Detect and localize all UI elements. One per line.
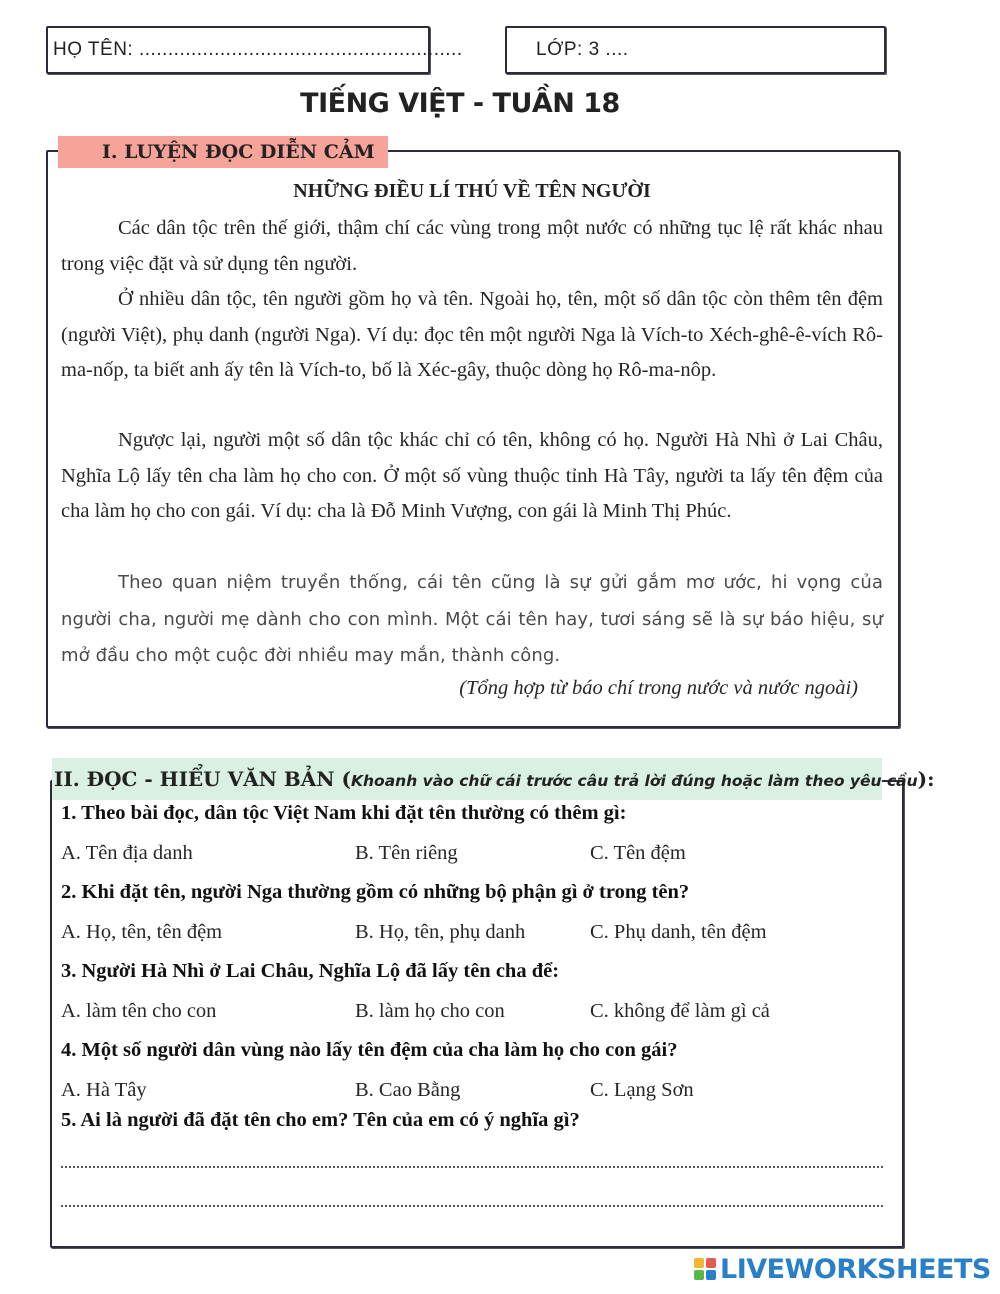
passage-paragraph-2: Ở nhiều dân tộc, tên người gồm họ và tên. Ngoài họ, tên, một số dân tộc còn thêm tên đệm (người Việt), phụ danh (người Nga). Ví dụ: đọc tên một người Nga là Vích-to Xéch-ghê-ê-vích Rô-ma-nốp, ta biết anh ấy tên là Vích-to, bố là Xéc-gây, thuộc dòng họ Rô-ma-nôp. xyxy=(61,288,883,381)
question-1: 1. Theo bài đọc, dân tộc Việt Nam khi đặt tên thường có thêm gì: xyxy=(61,802,627,824)
name-field-label[interactable]: HỌ TÊN: ........................................................ xyxy=(53,39,463,60)
question-1-option-a[interactable]: A. Tên địa danh xyxy=(61,842,193,864)
question-4-option-c[interactable]: C. Lạng Sơn xyxy=(590,1079,694,1101)
question-3-option-c[interactable]: C. không để làm gì cả xyxy=(590,1000,770,1022)
logo-mark-square-4 xyxy=(706,1270,716,1280)
question-2-option-a[interactable]: A. Họ, tên, tên đệm xyxy=(61,921,223,943)
question-3-option-a[interactable]: A. làm tên cho con xyxy=(61,1000,217,1022)
passage-paragraph-1: Các dân tộc trên thế giới, thậm chí các vùng trong một nước có những tục lệ rất khác nhau trong việc đặt và sử dụng tên người. xyxy=(61,217,883,275)
reading-section-label: I. LUYỆN ĐỌC DIỄN CẢM xyxy=(102,141,375,163)
question-4-option-b[interactable]: B. Cao Bằng xyxy=(355,1079,461,1101)
question-2-option-c[interactable]: C. Phụ danh, tên đệm xyxy=(590,921,767,943)
question-2: 2. Khi đặt tên, người Nga thường gồm có những bộ phận gì ở trong tên? xyxy=(61,881,690,903)
question-4: 4. Một số người dân vùng nào lấy tên đệm của cha làm họ cho con gái? xyxy=(61,1039,678,1061)
passage-paragraph-3: Ngược lại, người một số dân tộc khác chỉ có tên, không có họ. Người Hà Nhì ở Lai Châu, Nghĩa Lộ lấy tên cha làm họ cho con. Ở một số vùng thuộc tỉnh Hà Tây, người ta lấy tên đệm của cha làm họ cho con gái. Ví dụ: cha là Đỗ Minh Vượng, con gái là Minh Thị Phúc. xyxy=(61,429,883,522)
answer-line-1[interactable] xyxy=(61,1166,883,1168)
liveworksheets-logo-text: LIVEWORKSHEETS xyxy=(720,1253,991,1285)
page-title: TIẾNG VIỆT - TUẦN 18 xyxy=(300,88,620,119)
question-3: 3. Người Hà Nhì ở Lai Châu, Nghĩa Lộ đã lấy tên cha để: xyxy=(61,960,560,982)
logo-mark-square-2 xyxy=(706,1258,716,1268)
question-2-option-b[interactable]: B. Họ, tên, phụ danh xyxy=(355,921,526,943)
comprehension-section-label xyxy=(54,767,935,791)
liveworksheets-logo-mark xyxy=(694,1258,716,1280)
class-field-label[interactable]: LỚP: 3 .... xyxy=(536,39,629,60)
question-1-option-b[interactable]: B. Tên riêng xyxy=(355,842,458,864)
comprehension-label-instruction: Khoanh vào chữ cái trước câu trả lời đúng hoặc làm theo yêu cầu xyxy=(351,772,918,790)
question-4-option-a[interactable]: A. Hà Tây xyxy=(61,1079,147,1101)
logo-mark-square-3 xyxy=(694,1270,704,1280)
passage-title: NHỮNG ĐIỀU LÍ THÚ VỀ TÊN NGƯỜI xyxy=(293,180,651,202)
question-5: 5. Ai là người đã đặt tên cho em? Tên của em có ý nghĩa gì? xyxy=(61,1109,580,1131)
logo-mark-square-1 xyxy=(694,1258,704,1268)
passage-source: (Tổng hợp từ báo chí trong nước và nước ngoài) xyxy=(459,677,858,699)
answer-line-2[interactable] xyxy=(61,1205,883,1207)
question-3-option-b[interactable]: B. làm họ cho con xyxy=(355,1000,505,1022)
passage-paragraph-4: Theo quan niệm truyền thống, cái tên cũng là sự gửi gắm mơ ước, hi vọng của người cha, người mẹ dành cho con mình. Một cái tên hay, tươi sáng sẽ là sự báo hiệu, sự mở đầu cho một cuộc đời nhiều may mắn, thành công. xyxy=(61,572,883,666)
comprehension-label-main: II. ĐỌC - HIỂU VĂN BẢN ( xyxy=(54,767,351,791)
question-1-option-c[interactable]: C. Tên đệm xyxy=(590,842,686,864)
comprehension-label-end: ): xyxy=(917,767,935,791)
liveworksheets-logo[interactable] xyxy=(694,1252,991,1286)
